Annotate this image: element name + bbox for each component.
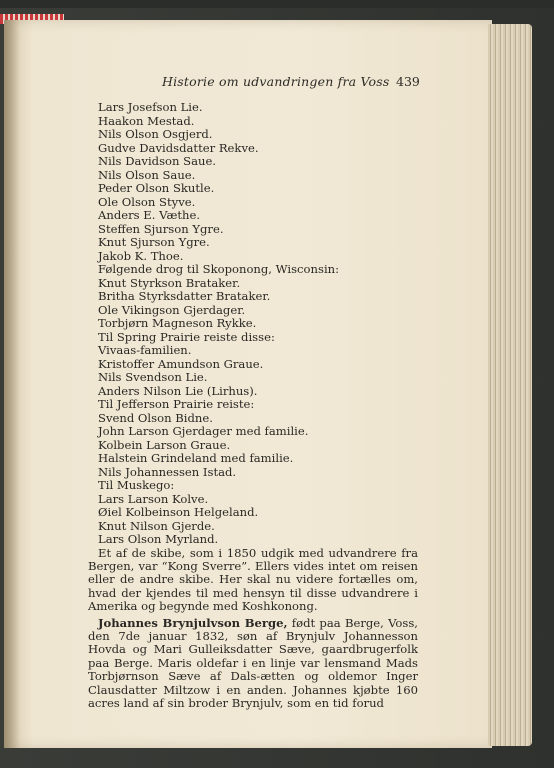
list-line: Til Muskego:: [98, 478, 175, 492]
list-line: Halstein Grindeland med familie.: [98, 451, 294, 465]
list-line: Lars Josefson Lie.: [98, 100, 203, 114]
list-line: Nils Olson Saue.: [98, 167, 196, 182]
page-body: [88, 100, 418, 710]
paragraph-2-lead: Johannes Brynjulvson Berge,: [98, 615, 288, 630]
spine-shadow: [4, 20, 20, 748]
list-line: Ole Olson Styve.: [98, 194, 196, 209]
list-line: Svend Olson Bidne.: [98, 410, 213, 425]
list-line: Torbjørn Magneson Rykke.: [98, 316, 257, 330]
list-line: Lars Larson Kolve.: [98, 491, 209, 506]
page-edges: [488, 24, 532, 746]
running-title: Historie om udvandringen fra Voss: [162, 74, 390, 89]
list-line: Britha Styrksdatter Brataker.: [98, 289, 271, 303]
list-line: Nils Svendson Lie.: [98, 370, 208, 384]
name-list: [98, 101, 418, 547]
paragraph-2-text: født paa Berge, Voss, den 7de januar 1832, søn af Brynjulv Johannesson Hovda og Mari Gulleiksdatter Sæve, gaardbrugerfolk paa Berge. Maris oldefar i en linje var lensmand Mads Torbjørnson Sæve af Dals-ætten og oldemor Inger Clausdatter Miltzow i en anden. Johannes kjøbte 160 acres land af sin broder Brynjulv, som en tid forud: [88, 615, 418, 710]
list-line: Knut Nilson Gjerde.: [98, 518, 215, 533]
list-line: Øiel Kolbeinson Helgeland.: [98, 505, 259, 519]
list-line: Kolbein Larson Graue.: [98, 437, 231, 452]
list-line: Ole Vikingson Gjerdager.: [98, 302, 246, 317]
list-line: Anders Nilson Lie (Lirhus).: [98, 383, 258, 398]
list-line: Til Jefferson Prairie reiste:: [98, 397, 255, 411]
list-line: John Larson Gjerdager med familie.: [98, 424, 309, 438]
list-line: Anders E. Væthe.: [98, 208, 201, 222]
list-line: Vivaas-familien.: [98, 343, 192, 357]
paragraph-johannes-berge: [88, 617, 418, 711]
list-line: Haakon Mestad.: [98, 113, 195, 128]
list-line: Nils Davidson Saue.: [98, 154, 217, 168]
list-line: Nils Johannessen Istad.: [98, 464, 237, 479]
list-line: Lars Olson Myrland.: [98, 532, 219, 546]
list-line: Gudve Davidsdatter Rekve.: [98, 140, 259, 155]
list-line: Kristoffer Amundson Graue.: [98, 356, 264, 371]
list-line: Peder Olson Skutle.: [98, 181, 215, 195]
list-line: Jakob K. Thoe.: [98, 248, 184, 263]
list-line: Steffen Sjurson Ygre.: [98, 221, 224, 236]
list-line: Nils Olson Osgjerd.: [98, 127, 213, 141]
paragraph-kong-sverre: [88, 547, 418, 614]
list-line: Følgende drog til Skoponong, Wisconsin:: [98, 262, 340, 276]
paragraph-1-text: Et af de skibe, som i 1850 udgik med udvandrere fra Bergen, var “Kong Sverre”. Ellers vides intet om reisen eller de andre skibe. Her skal nu videre fortælles om, hvad der kjendes til med hensyn til disse udvandrere i Amerika og begynde med Koshkonong.: [88, 545, 418, 614]
list-line: Til Spring Prairie reiste disse:: [98, 329, 275, 344]
list-line: Knut Styrkson Brataker.: [98, 275, 241, 290]
page-number: 439: [396, 74, 420, 89]
page-header: [0, 74, 554, 94]
list-line: Knut Sjurson Ygre.: [98, 235, 210, 249]
